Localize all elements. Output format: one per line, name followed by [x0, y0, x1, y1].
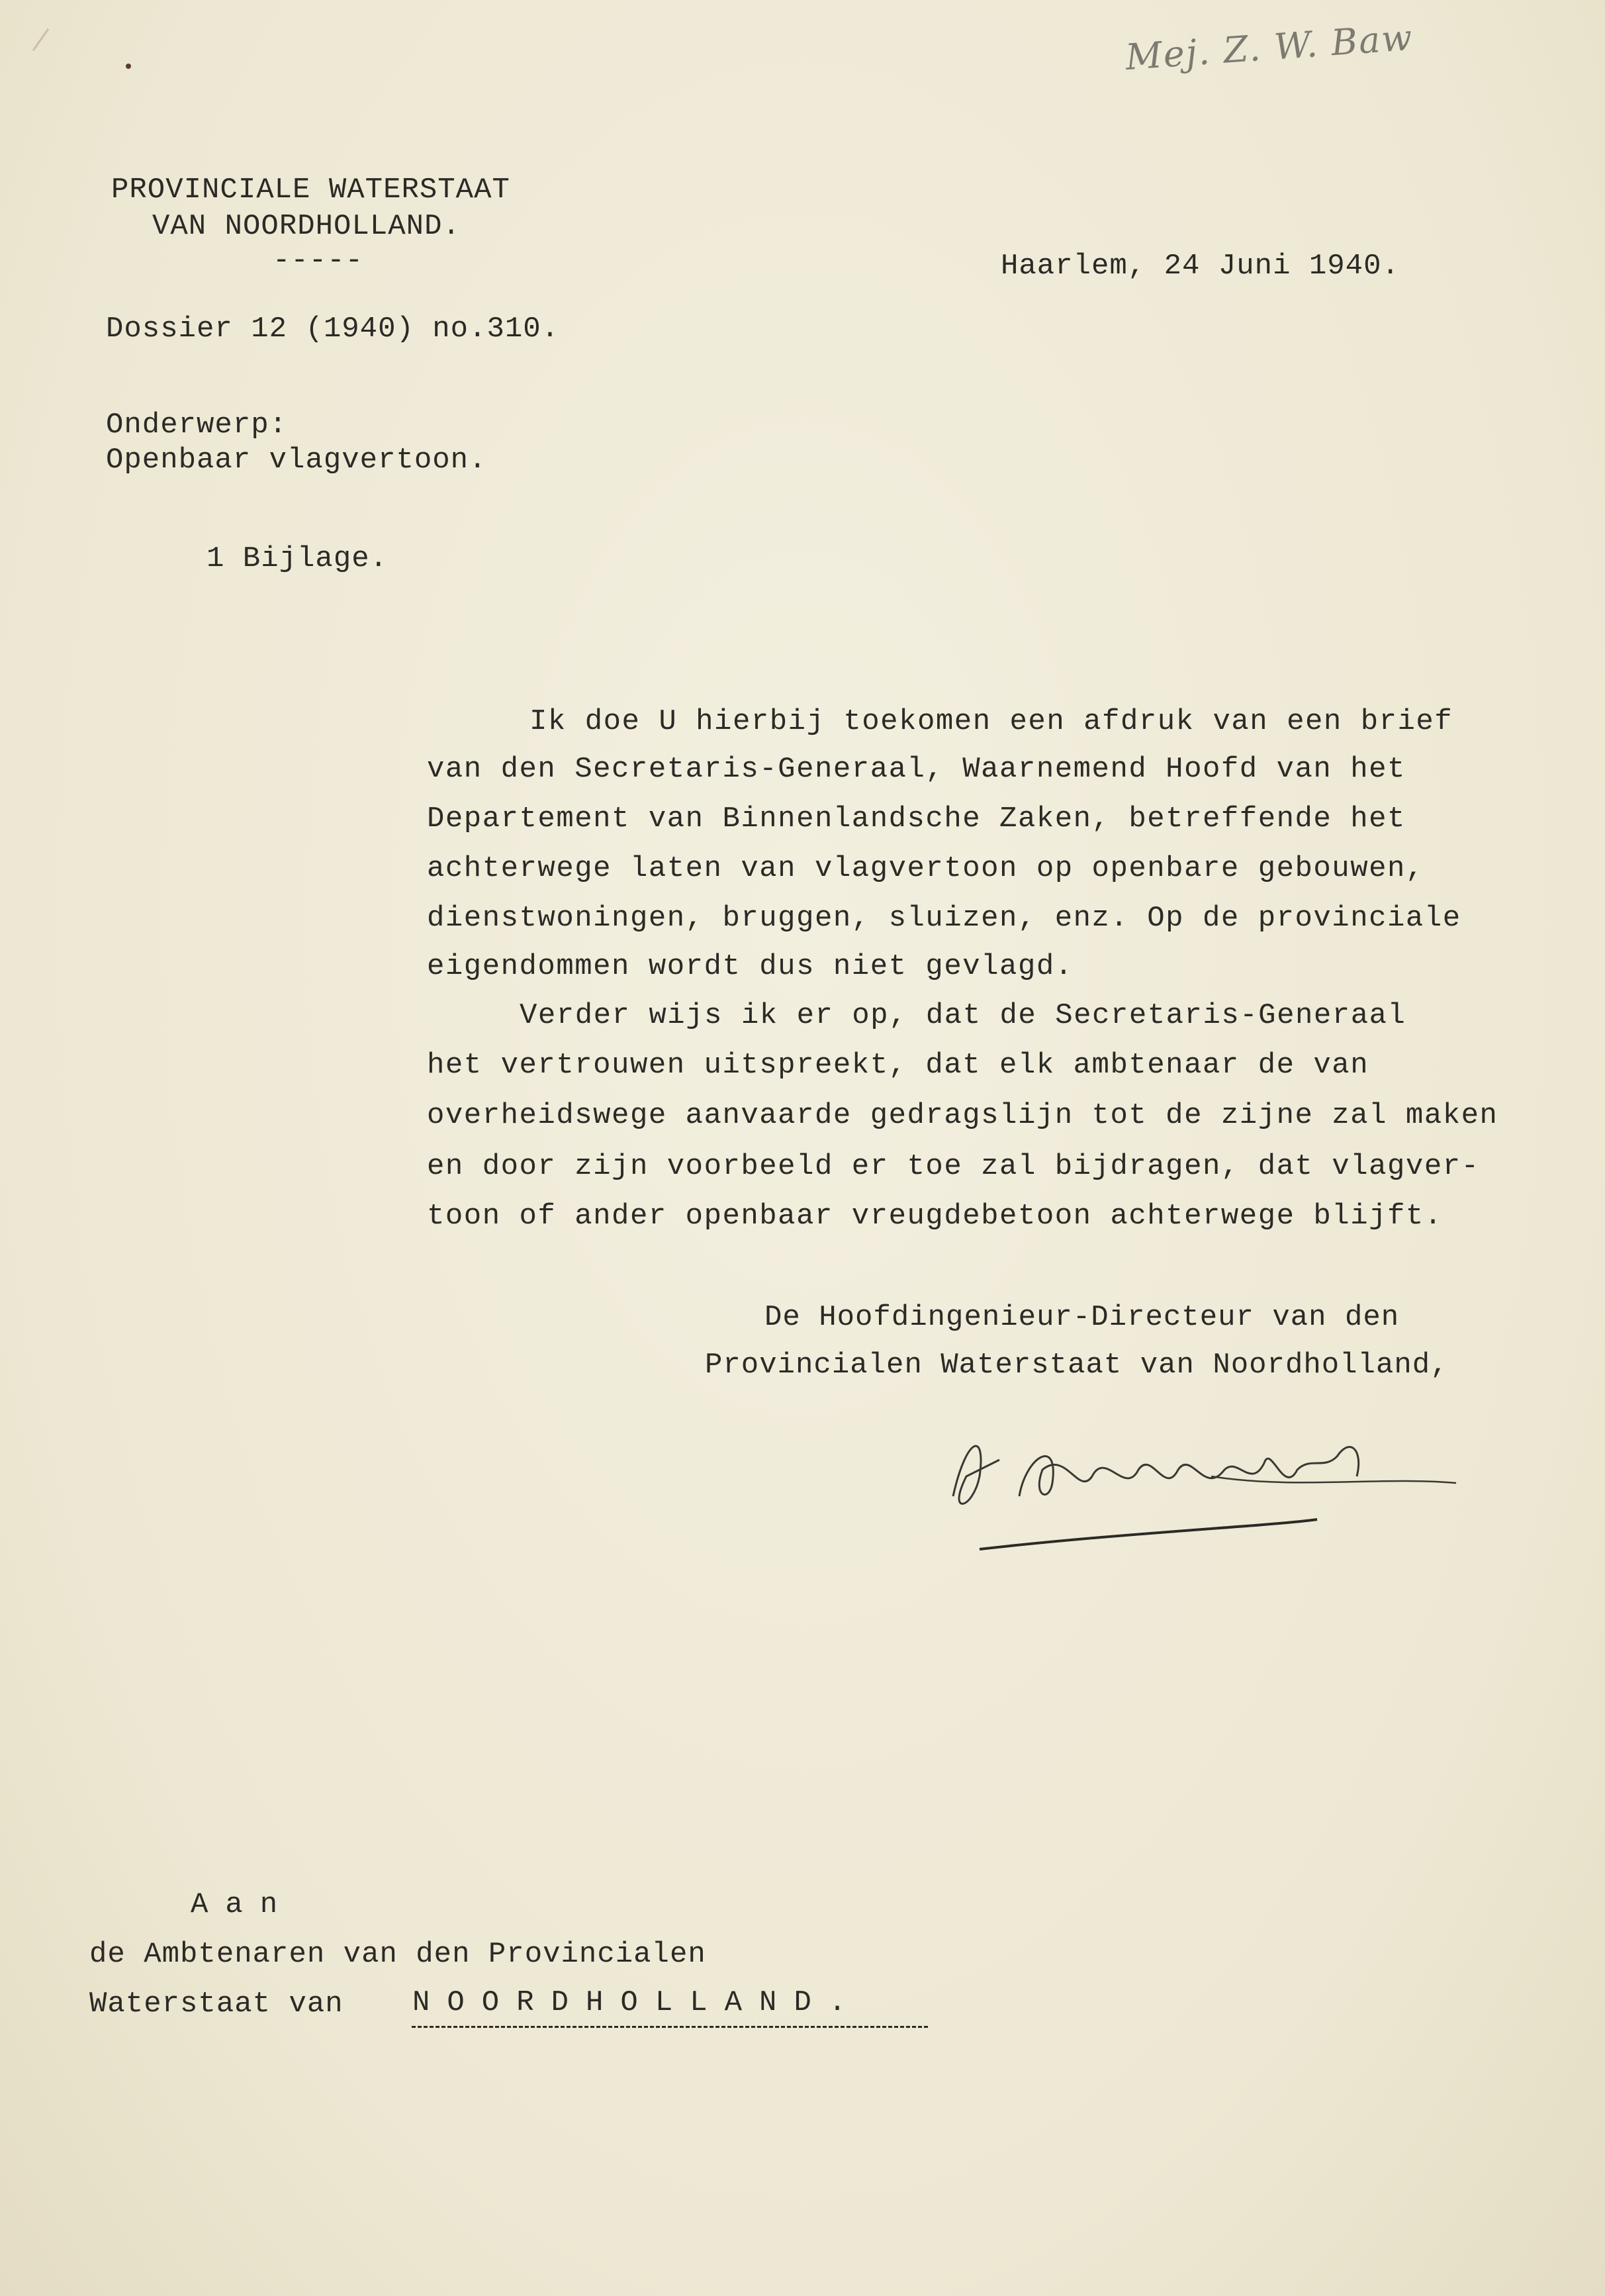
subject-value: Openbaar vlagvertoon.: [106, 444, 487, 477]
signatory-title-line1: De Hoofdingenieur-Directeur van den: [764, 1301, 1400, 1334]
body-line: Ik doe U hierbij toekomen een afdruk van een brief: [529, 705, 1453, 738]
enclosure: 1 Bijlage.: [206, 542, 389, 575]
paper-speck: [126, 64, 131, 69]
addressee-label: Aan: [191, 1888, 295, 1921]
handwritten-annotation: Mej. Z. W. Baw: [1124, 16, 1415, 79]
dossier-number: Dossier 12 (1940) no.310.: [106, 312, 560, 346]
place-date: Haarlem, 24 Juni 1940.: [1001, 250, 1400, 283]
body-line: Verder wijs ik er op, dat de Secretaris-Generaal: [520, 999, 1406, 1032]
letterhead-line1: PROVINCIALE WATERSTAAT: [111, 173, 510, 207]
body-line: het vertrouwen uitspreekt, dat elk ambtenaar de van: [427, 1049, 1369, 1082]
letterhead-line2: VAN NOORDHOLLAND.: [152, 210, 461, 243]
body-line: dienstwoningen, bruggen, sluizen, enz. Op de provinciale: [427, 902, 1461, 935]
addressee-line1: de Ambtenaren van den Provincialen: [89, 1938, 706, 1971]
body-line: overheidswege aanvaarde gedragslijn tot de zijne zal maken: [427, 1099, 1498, 1132]
letterhead-dashes: -----: [273, 244, 364, 277]
signature-drawing: [927, 1397, 1469, 1556]
body-line: Departement van Binnenlandsche Zaken, betreffende het: [427, 802, 1406, 836]
body-line: achterwege laten van vlagvertoon op openbare gebouwen,: [427, 852, 1424, 885]
signature: [927, 1397, 1469, 1556]
body-line: en door zijn voorbeeld er toe zal bijdragen, dat vlagver-: [427, 1150, 1480, 1183]
addressee-line2-prefix: Waterstaat van: [89, 1987, 344, 2021]
addressee-underline: [412, 2026, 928, 2028]
signatory-title-line2: Provincialen Waterstaat van Noordholland,: [705, 1349, 1449, 1382]
body-line: toon of ander openbaar vreugdebetoon achterwege blijft.: [427, 1200, 1443, 1233]
subject-label: Onderwerp:: [106, 408, 288, 442]
body-line: van den Secretaris-Generaal, Waarnemend Hoofd van het: [427, 753, 1406, 786]
paper-mark: [32, 28, 49, 51]
body-line: eigendommen wordt dus niet gevlagd.: [427, 950, 1074, 983]
addressee-province: NOORDHOLLAND.: [412, 1986, 864, 2019]
